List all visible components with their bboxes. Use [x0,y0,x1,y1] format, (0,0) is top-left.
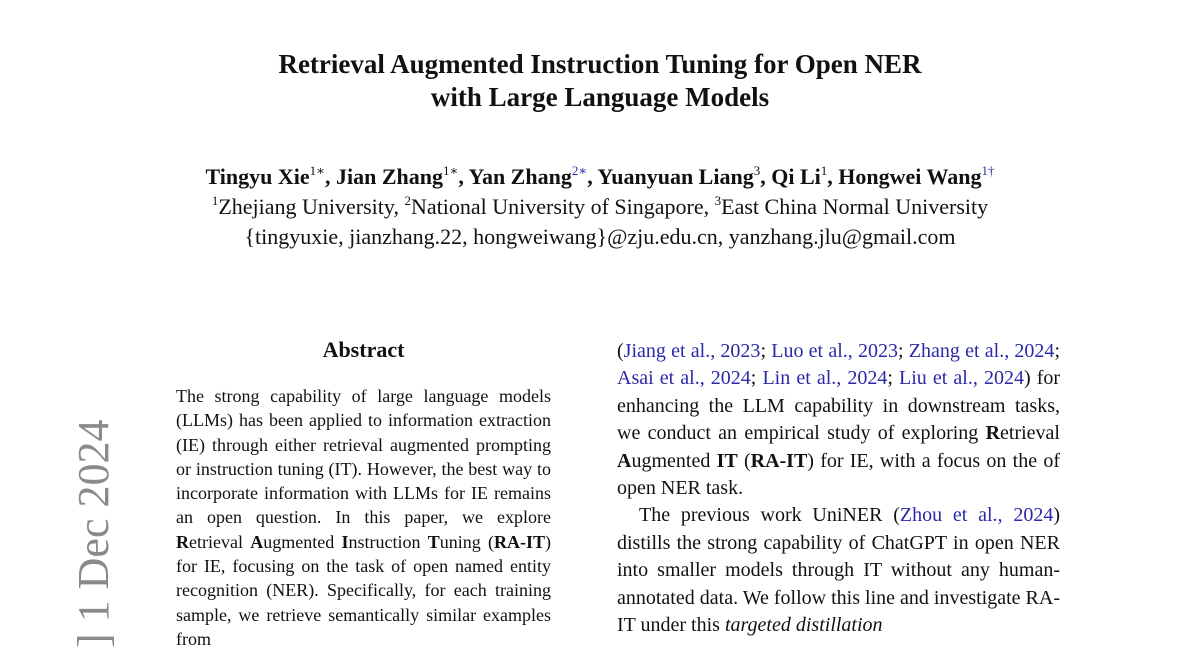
author-affil-sup[interactable]: 2∗ [571,163,588,178]
arxiv-stamp-text: ] 1 Dec 2024 [69,419,118,648]
author-name: Qi Li [771,164,821,189]
body-text: etrieval [1000,422,1060,445]
abstract-bold: RA-IT [493,531,545,552]
author-affil-sup: 1 [820,163,828,178]
left-column [176,336,551,651]
body-bold: A [617,449,632,472]
affiliation: East China Normal University [721,194,989,219]
author-affil-sup: 1∗ [309,163,325,178]
abstract-text: ) for IE, focusing on the task of open named entity recognition (NER). Specifically, for each training sample, we retrieve semantically similar examples from [176,531,551,649]
author-affil-sup[interactable]: 1† [981,163,995,178]
author-name: Tingyu Xie [205,164,310,189]
author-block [100,162,1100,252]
abstract-text: The strong capability of large language models (LLMs) has been applied to information extraction (IE) through either retrieval augmented prompting or instruction tuning (IT). However, the best way to incorporate information with LLMs for IE remains an open question. In this paper, we explore [176,386,551,528]
citation-link[interactable]: Asai et al., 2024 [617,367,751,390]
affil-sup: 2 [404,193,411,208]
author-affil-sup: 1∗ [442,163,459,178]
body-bold: RA-IT [750,449,808,472]
citation-link[interactable]: Zhou et al., 2024 [899,504,1054,527]
citation-link[interactable]: Luo et al., 2023 [771,340,898,362]
emails: {tingyuxie, jianzhang.22, hongweiwang}@zju.edu.cn, yanzhang.jlu@gmail.com [244,224,956,249]
abstract-body [176,384,551,651]
abstract-bold: R [176,531,189,552]
author-affil-sup: 3 [753,163,761,178]
author-name: Yuanyuan Liang [597,164,754,189]
abstract-text: uning ( [439,531,494,552]
body-text: ( [737,449,751,472]
body-text: ) for enhancing the LLM capability in downstream tasks, we conduct an empirical study of exploring [617,367,1061,445]
arxiv-stamp [28,418,118,648]
abstract-bold: I [341,531,349,552]
body-text: ; [760,340,772,362]
author-name: Hongwei Wang [838,164,982,189]
paper-title [150,48,1050,114]
affil-sup: 1 [211,193,219,208]
title-line-2: with Large Language Models [430,82,770,112]
abstract-text: nstruction [348,531,428,552]
body-text: ; [750,367,763,390]
citation-link[interactable]: Jiang et al., 2023 [623,340,761,362]
abstract-text: etrieval [189,531,251,552]
abstract-heading: Abstract [322,337,405,362]
body-text: ; [1054,340,1060,362]
body-text: ) distills the strong capability of ChatGPT in open NER into smaller models through IT without any human-annotated data. We follow this line and investigate RA-IT under this [617,504,1061,637]
right-column [617,338,1060,639]
body-text: ; [887,367,900,390]
affiliations [100,192,1100,222]
citation-link[interactable]: Lin et al., 2024 [762,367,888,390]
body-text: ( [617,340,624,362]
citation-link[interactable]: Zhang et al., 2024 [908,340,1055,362]
citation-link[interactable]: Liu et al., 2024 [899,367,1024,390]
affiliation: Zhejiang University, [218,194,405,219]
affiliation: National University of Singapore, [410,194,715,219]
body-text: ugmented [631,449,717,472]
author-name: Jian Zhang [335,164,443,189]
body-text: ; [898,340,909,362]
affil-sup: 3 [714,193,722,208]
abstract-bold: T [427,531,440,552]
body-text: The previous work UniNER ( [639,504,900,527]
author-name: Yan Zhang [468,164,572,189]
body-bold: IT [716,449,738,472]
body-italic: targeted distillation [724,614,883,637]
abstract-bold: A [250,531,264,552]
body-bold: R [985,422,1001,445]
body-text: ) for IE, with a focus on the of open NER task. [617,449,1060,500]
abstract-text: ugmented [263,531,342,552]
author-list: Tingyu Xie$^{1∗}$, Jian Zhang$^{1∗}$, Yan Zhang$^{2∗}$, Yuanyuan Liang$^3$, Qi Li$^1$, Hongwei Wang$^{1\dagger}$ [205,163,995,189]
body-paragraph [617,338,1060,502]
title-line-1: Retrieval Augmented Instruction Tuning for Open NER [278,49,922,79]
body-paragraph [617,502,1060,639]
